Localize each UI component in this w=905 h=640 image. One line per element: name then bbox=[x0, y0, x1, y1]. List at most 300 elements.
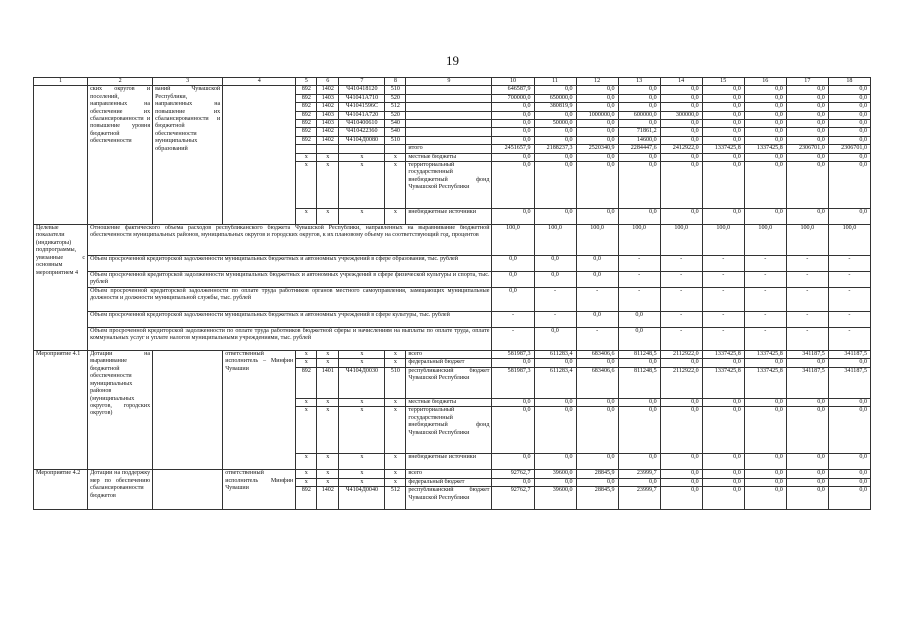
value-cell: 0,0 bbox=[660, 86, 702, 94]
value-cell: 14600,0 bbox=[618, 136, 660, 144]
value-cell: 0,0 bbox=[660, 407, 702, 454]
value-cell: 0,0 bbox=[702, 478, 744, 486]
code-cell: x bbox=[317, 470, 339, 478]
value-cell: 0,0 bbox=[828, 153, 870, 161]
value-cell: 0,0 bbox=[744, 478, 786, 486]
source-cell bbox=[406, 111, 492, 119]
target-value: - bbox=[828, 312, 870, 328]
target-value: - bbox=[576, 288, 618, 312]
value-cell: 0,0 bbox=[618, 162, 660, 209]
value-cell: 0,0 bbox=[492, 136, 534, 144]
table-row bbox=[34, 351, 871, 359]
target-value: - bbox=[786, 272, 828, 288]
value-cell: 0,0 bbox=[786, 94, 828, 102]
code-cell: 892 bbox=[296, 86, 317, 94]
target-value: - bbox=[786, 328, 828, 351]
value-cell: 0,0 bbox=[618, 407, 660, 454]
code-cell: x bbox=[339, 454, 385, 470]
program-table-container bbox=[33, 77, 871, 510]
value-cell: 0,0 bbox=[660, 209, 702, 225]
value-cell: 0,0 bbox=[786, 470, 828, 478]
source-cell bbox=[406, 128, 492, 136]
value-cell: 0,0 bbox=[702, 359, 744, 367]
value-cell: 0,0 bbox=[744, 359, 786, 367]
target-value: 0,0 bbox=[576, 256, 618, 272]
source-cell: федеральный бюджет bbox=[406, 478, 492, 486]
value-cell: 1337425,8 bbox=[744, 145, 786, 153]
value-cell: 0,0 bbox=[702, 470, 744, 478]
target-value: - bbox=[786, 256, 828, 272]
code-cell: 1401 bbox=[317, 367, 339, 398]
code-cell: x bbox=[296, 209, 317, 225]
value-cell: 0,0 bbox=[786, 478, 828, 486]
target-row bbox=[34, 256, 871, 272]
target-value: - bbox=[618, 272, 660, 288]
value-cell: 0,0 bbox=[702, 487, 744, 510]
target-value: 100,0 bbox=[534, 225, 576, 256]
value-cell: 0,0 bbox=[534, 111, 576, 119]
value-cell: 0,0 bbox=[744, 153, 786, 161]
code-cell: x bbox=[385, 209, 406, 225]
target-value: - bbox=[576, 328, 618, 351]
value-cell: 0,0 bbox=[744, 136, 786, 144]
value-cell: 50000,0 bbox=[534, 120, 576, 128]
code-cell: 892 bbox=[296, 128, 317, 136]
value-cell: 0,0 bbox=[618, 478, 660, 486]
source-cell: итого bbox=[406, 145, 492, 153]
source-cell bbox=[406, 86, 492, 94]
value-cell: 0,0 bbox=[744, 120, 786, 128]
code-cell: 512 bbox=[385, 103, 406, 111]
measure-name: Дотации на выравнивание бюджетной обеспеченности муниципальных районов (муниципальных округов, городских округов) bbox=[88, 351, 153, 470]
code-cell: 520 bbox=[385, 94, 406, 102]
code-cell: Ч410422360 bbox=[339, 128, 385, 136]
target-value: - bbox=[618, 288, 660, 312]
value-cell: 0,0 bbox=[534, 454, 576, 470]
source-cell: федеральный бюджет bbox=[406, 359, 492, 367]
value-cell: 0,0 bbox=[660, 478, 702, 486]
target-value: - bbox=[660, 256, 702, 272]
target-value: - bbox=[744, 272, 786, 288]
target-value: 0,0 bbox=[576, 312, 618, 328]
value-cell: 0,0 bbox=[492, 478, 534, 486]
value-cell: 0,0 bbox=[702, 128, 744, 136]
code-cell: x bbox=[339, 351, 385, 359]
value-cell: 0,0 bbox=[534, 398, 576, 406]
code-cell: x bbox=[339, 359, 385, 367]
target-value: 100,0 bbox=[786, 225, 828, 256]
value-cell: 1337425,8 bbox=[744, 351, 786, 359]
measure-label: Мероприятие 4.1 bbox=[34, 351, 88, 470]
code-cell: x bbox=[339, 478, 385, 486]
source-cell: всего bbox=[406, 470, 492, 478]
value-cell: 0,0 bbox=[828, 454, 870, 470]
target-value: - bbox=[744, 256, 786, 272]
target-row bbox=[34, 272, 871, 288]
value-cell: 0,0 bbox=[744, 128, 786, 136]
target-value: 0,0 bbox=[618, 328, 660, 351]
event-name: ских округов и поселений, направленных на обеспечение их сбалансированности и повышение уровня бюджетной обеспеченности bbox=[88, 86, 153, 225]
target-value: 100,0 bbox=[660, 225, 702, 256]
code-cell: x bbox=[385, 162, 406, 209]
code-cell: x bbox=[296, 470, 317, 478]
empty-cell bbox=[223, 86, 296, 225]
value-cell: 28845,9 bbox=[576, 487, 618, 510]
target-value: - bbox=[828, 288, 870, 312]
value-cell: 0,0 bbox=[786, 111, 828, 119]
code-cell: 1402 bbox=[317, 487, 339, 510]
code-cell: 892 bbox=[296, 367, 317, 398]
value-cell: 0,0 bbox=[828, 398, 870, 406]
value-cell: 0,0 bbox=[744, 470, 786, 478]
value-cell: 0,0 bbox=[828, 86, 870, 94]
code-cell: x bbox=[317, 162, 339, 209]
value-cell: 0,0 bbox=[702, 209, 744, 225]
value-cell: 0,0 bbox=[702, 454, 744, 470]
source-cell bbox=[406, 94, 492, 102]
code-cell: 510 bbox=[385, 136, 406, 144]
code-cell: Ч410400610 bbox=[339, 120, 385, 128]
value-cell: 0,0 bbox=[828, 103, 870, 111]
value-cell: 683406,6 bbox=[576, 351, 618, 359]
target-indicator: Объем просроченной кредиторской задолженности по оплате труда работников бюджетной сферы и начислениям на выплаты по оплате труда, оплате коммунальных услуг и уплате налогов муниципальными учреждениями, тыс. рублей bbox=[88, 328, 492, 351]
value-cell: 1337425,8 bbox=[702, 351, 744, 359]
value-cell: 0,0 bbox=[828, 111, 870, 119]
value-cell: 0,0 bbox=[744, 86, 786, 94]
value-cell: 0,0 bbox=[786, 454, 828, 470]
value-cell: 646587,9 bbox=[492, 86, 534, 94]
column-number: 6 bbox=[317, 78, 339, 86]
value-cell: 0,0 bbox=[828, 470, 870, 478]
page-number: 19 bbox=[446, 53, 459, 68]
value-cell: 28845,9 bbox=[576, 470, 618, 478]
code-cell bbox=[296, 145, 317, 153]
value-cell: 811248,5 bbox=[618, 351, 660, 359]
value-cell: 2306701,0 bbox=[786, 145, 828, 153]
value-cell: 700000,0 bbox=[492, 94, 534, 102]
code-cell: x bbox=[296, 407, 317, 454]
table-row bbox=[34, 470, 871, 478]
column-number: 2 bbox=[88, 78, 153, 86]
target-indicator: Объем просроченной кредиторской задолженности муниципальных бюджетных и автономных учреждений в сфере образования, тыс. рублей bbox=[88, 256, 492, 272]
target-value: - bbox=[828, 256, 870, 272]
code-cell: x bbox=[385, 407, 406, 454]
value-cell: 0,0 bbox=[660, 398, 702, 406]
column-number: 10 bbox=[492, 78, 534, 86]
column-number: 9 bbox=[406, 78, 492, 86]
value-cell: 0,0 bbox=[786, 86, 828, 94]
target-value: - bbox=[828, 328, 870, 351]
value-cell: 0,0 bbox=[492, 153, 534, 161]
value-cell: 341187,5 bbox=[786, 367, 828, 398]
value-cell: 0,0 bbox=[576, 128, 618, 136]
target-value: 100,0 bbox=[492, 225, 534, 256]
value-cell: 0,0 bbox=[786, 128, 828, 136]
value-cell: 0,0 bbox=[534, 128, 576, 136]
value-cell: 0,0 bbox=[744, 103, 786, 111]
column-number: 12 bbox=[576, 78, 618, 86]
code-cell: x bbox=[317, 153, 339, 161]
value-cell: 0,0 bbox=[534, 359, 576, 367]
value-cell: 0,0 bbox=[702, 136, 744, 144]
value-cell: 0,0 bbox=[786, 153, 828, 161]
empty-cell bbox=[153, 351, 223, 470]
code-cell: x bbox=[296, 153, 317, 161]
value-cell: 0,0 bbox=[576, 359, 618, 367]
value-cell: 92762,7 bbox=[492, 487, 534, 510]
value-cell: 300000,0 bbox=[660, 111, 702, 119]
value-cell: 0,0 bbox=[492, 359, 534, 367]
empty-cell bbox=[34, 86, 88, 225]
target-value: - bbox=[744, 328, 786, 351]
target-row bbox=[34, 288, 871, 312]
value-cell: 0,0 bbox=[744, 162, 786, 209]
code-cell: x bbox=[317, 407, 339, 454]
value-cell: 0,0 bbox=[534, 86, 576, 94]
code-cell: x bbox=[385, 351, 406, 359]
value-cell: 0,0 bbox=[618, 153, 660, 161]
source-cell bbox=[406, 120, 492, 128]
code-cell: 512 bbox=[385, 487, 406, 510]
value-cell: 0,0 bbox=[702, 162, 744, 209]
event-description: ваний Чувашской Республики, направленных на повышение их сбалансированности и бюджетной обеспеченности муниципальных образований bbox=[153, 86, 223, 225]
target-row bbox=[34, 328, 871, 351]
code-cell: x bbox=[296, 398, 317, 406]
responsible-executor: ответственный исполнитель Минфин Чувашии bbox=[223, 470, 296, 510]
value-cell: 0,0 bbox=[576, 86, 618, 94]
target-value: - bbox=[492, 328, 534, 351]
column-number: 3 bbox=[153, 78, 223, 86]
value-cell: 0,0 bbox=[660, 359, 702, 367]
value-cell: 0,0 bbox=[618, 120, 660, 128]
table-body bbox=[34, 78, 871, 510]
value-cell: 0,0 bbox=[828, 128, 870, 136]
empty-cell bbox=[153, 470, 223, 510]
code-cell: x bbox=[385, 470, 406, 478]
value-cell: 0,0 bbox=[492, 407, 534, 454]
code-cell: x bbox=[385, 454, 406, 470]
value-cell: 0,0 bbox=[660, 94, 702, 102]
value-cell: 0,0 bbox=[576, 398, 618, 406]
target-value: 0,0 bbox=[534, 256, 576, 272]
value-cell: 0,0 bbox=[660, 487, 702, 510]
target-value: - bbox=[702, 256, 744, 272]
code-cell: x bbox=[339, 407, 385, 454]
code-cell: x bbox=[385, 359, 406, 367]
value-cell: 0,0 bbox=[702, 120, 744, 128]
value-cell: 341187,5 bbox=[828, 351, 870, 359]
value-cell: 23999,7 bbox=[618, 470, 660, 478]
target-value: - bbox=[702, 272, 744, 288]
target-value: - bbox=[786, 288, 828, 312]
code-cell: Ч41041596С bbox=[339, 103, 385, 111]
value-cell: 0,0 bbox=[492, 209, 534, 225]
source-cell: внебюджетные источники bbox=[406, 454, 492, 470]
source-cell: местные бюджеты bbox=[406, 153, 492, 161]
column-number: 14 bbox=[660, 78, 702, 86]
source-cell: республиканский бюджет Чувашской Республики bbox=[406, 367, 492, 398]
code-cell: 1402 bbox=[317, 103, 339, 111]
column-number: 16 bbox=[744, 78, 786, 86]
value-cell: 380819,9 bbox=[534, 103, 576, 111]
value-cell: 0,0 bbox=[786, 120, 828, 128]
value-cell: 0,0 bbox=[492, 120, 534, 128]
value-cell: 0,0 bbox=[660, 454, 702, 470]
target-value: 0,0 bbox=[492, 288, 534, 312]
value-cell: 0,0 bbox=[576, 454, 618, 470]
value-cell: 0,0 bbox=[702, 86, 744, 94]
target-value: 0,0 bbox=[534, 328, 576, 351]
value-cell: 0,0 bbox=[744, 398, 786, 406]
source-cell bbox=[406, 103, 492, 111]
target-value: 100,0 bbox=[702, 225, 744, 256]
value-cell: 0,0 bbox=[492, 398, 534, 406]
value-cell: 1337425,8 bbox=[702, 145, 744, 153]
column-number: 15 bbox=[702, 78, 744, 86]
value-cell: 1337425,8 bbox=[744, 367, 786, 398]
code-cell: Ч41041А720 bbox=[339, 111, 385, 119]
target-value: 100,0 bbox=[618, 225, 660, 256]
code-cell: x bbox=[296, 359, 317, 367]
column-number: 13 bbox=[618, 78, 660, 86]
code-cell: x bbox=[385, 478, 406, 486]
program-table bbox=[33, 77, 871, 510]
value-cell: 0,0 bbox=[744, 407, 786, 454]
value-cell: 0,0 bbox=[534, 136, 576, 144]
value-cell: 0,0 bbox=[786, 487, 828, 510]
value-cell: 0,0 bbox=[660, 136, 702, 144]
value-cell: 0,0 bbox=[576, 94, 618, 102]
value-cell: 0,0 bbox=[786, 407, 828, 454]
target-value: - bbox=[660, 312, 702, 328]
value-cell: 0,0 bbox=[702, 398, 744, 406]
code-cell: x bbox=[317, 351, 339, 359]
code-cell: x bbox=[339, 470, 385, 478]
code-cell: x bbox=[317, 398, 339, 406]
target-value: - bbox=[492, 312, 534, 328]
code-cell bbox=[317, 145, 339, 153]
value-cell: 811248,5 bbox=[618, 367, 660, 398]
value-cell: 0,0 bbox=[702, 407, 744, 454]
value-cell: 0,0 bbox=[744, 94, 786, 102]
value-cell: 0,0 bbox=[828, 162, 870, 209]
value-cell: 0,0 bbox=[744, 487, 786, 510]
value-cell: 0,0 bbox=[618, 94, 660, 102]
value-cell: 0,0 bbox=[534, 162, 576, 209]
value-cell: 581987,3 bbox=[492, 367, 534, 398]
code-cell: x bbox=[385, 398, 406, 406]
value-cell: 0,0 bbox=[786, 209, 828, 225]
value-cell: 0,0 bbox=[576, 136, 618, 144]
value-cell: 1000000,0 bbox=[576, 111, 618, 119]
value-cell: 0,0 bbox=[576, 162, 618, 209]
target-indicator: Объем просроченной кредиторской задолженности муниципальных бюджетных и автономных учреждений в сфере физической культуры и спорта, тыс. рублей bbox=[88, 272, 492, 288]
value-cell: 0,0 bbox=[828, 209, 870, 225]
target-indicator: Объем просроченной кредиторской задолженности муниципальных бюджетных и автономных учреждений в сфере культуры, тыс. рублей bbox=[88, 312, 492, 328]
value-cell: 0,0 bbox=[828, 94, 870, 102]
code-cell: 892 bbox=[296, 103, 317, 111]
target-value: 0,0 bbox=[534, 272, 576, 288]
source-cell: всего bbox=[406, 351, 492, 359]
value-cell: 92762,7 bbox=[492, 470, 534, 478]
code-cell bbox=[385, 145, 406, 153]
code-cell: 540 bbox=[385, 128, 406, 136]
value-cell: 2112922,0 bbox=[660, 367, 702, 398]
target-value: - bbox=[702, 328, 744, 351]
code-cell: 520 bbox=[385, 111, 406, 119]
code-cell: 540 bbox=[385, 120, 406, 128]
value-cell: 0,0 bbox=[492, 128, 534, 136]
code-cell: Ч4104Д0040 bbox=[339, 487, 385, 510]
value-cell: 0,0 bbox=[534, 209, 576, 225]
value-cell: 0,0 bbox=[576, 153, 618, 161]
value-cell: 2520340,9 bbox=[576, 145, 618, 153]
value-cell: 0,0 bbox=[786, 359, 828, 367]
code-cell: x bbox=[296, 162, 317, 209]
value-cell: 2306701,0 bbox=[828, 145, 870, 153]
code-cell: x bbox=[385, 153, 406, 161]
code-cell: x bbox=[339, 209, 385, 225]
measure-name: Дотации на поддержку мер по обеспечению сбалансированности бюджетов bbox=[88, 470, 153, 510]
code-cell: x bbox=[296, 351, 317, 359]
header-row bbox=[34, 78, 871, 86]
value-cell: 650000,0 bbox=[534, 94, 576, 102]
code-cell: x bbox=[339, 162, 385, 209]
target-indicator: Отношение фактического объема расходов республиканского бюджета Чувашской Республики, направленных на выравнивание бюджетной обеспеченности муниципальных районов, муниципальных округов и городских округов, к их плановому объему на соответствующий год, процентов bbox=[88, 225, 492, 256]
code-cell: 892 bbox=[296, 487, 317, 510]
value-cell: 683406,6 bbox=[576, 367, 618, 398]
value-cell: 0,0 bbox=[492, 162, 534, 209]
target-row bbox=[34, 312, 871, 328]
value-cell: 0,0 bbox=[660, 128, 702, 136]
value-cell: 0,0 bbox=[576, 478, 618, 486]
target-value: 0,0 bbox=[576, 272, 618, 288]
value-cell: 0,0 bbox=[828, 120, 870, 128]
code-cell: 1402 bbox=[317, 128, 339, 136]
value-cell: 0,0 bbox=[618, 103, 660, 111]
source-cell: местные бюджеты bbox=[406, 398, 492, 406]
value-cell: 0,0 bbox=[828, 136, 870, 144]
source-cell bbox=[406, 136, 492, 144]
value-cell: 611283,4 bbox=[534, 351, 576, 359]
value-cell: 0,0 bbox=[576, 407, 618, 454]
value-cell: 0,0 bbox=[786, 162, 828, 209]
value-cell: 0,0 bbox=[534, 407, 576, 454]
code-cell: Ч41041А710 bbox=[339, 94, 385, 102]
value-cell: 0,0 bbox=[786, 398, 828, 406]
value-cell: 2112922,0 bbox=[660, 351, 702, 359]
value-cell: 0,0 bbox=[702, 153, 744, 161]
value-cell: 0,0 bbox=[492, 103, 534, 111]
target-value: 0,0 bbox=[492, 256, 534, 272]
value-cell: 581987,3 bbox=[492, 351, 534, 359]
code-cell: 892 bbox=[296, 111, 317, 119]
code-cell: x bbox=[317, 359, 339, 367]
code-cell: x bbox=[317, 209, 339, 225]
code-cell: 1402 bbox=[317, 136, 339, 144]
value-cell: 71861,2 bbox=[618, 128, 660, 136]
target-value: - bbox=[786, 312, 828, 328]
value-cell: 0,0 bbox=[660, 470, 702, 478]
target-value: - bbox=[828, 272, 870, 288]
targets-label: Целевые показатели (индикаторы) подпрограммы, увязанные с основным мероприятием 4 bbox=[34, 225, 88, 351]
column-number: 1 bbox=[34, 78, 88, 86]
value-cell: 0,0 bbox=[744, 209, 786, 225]
value-cell: 1337425,8 bbox=[702, 367, 744, 398]
code-cell: 1402 bbox=[317, 86, 339, 94]
value-cell: 0,0 bbox=[576, 103, 618, 111]
column-number: 4 bbox=[223, 78, 296, 86]
